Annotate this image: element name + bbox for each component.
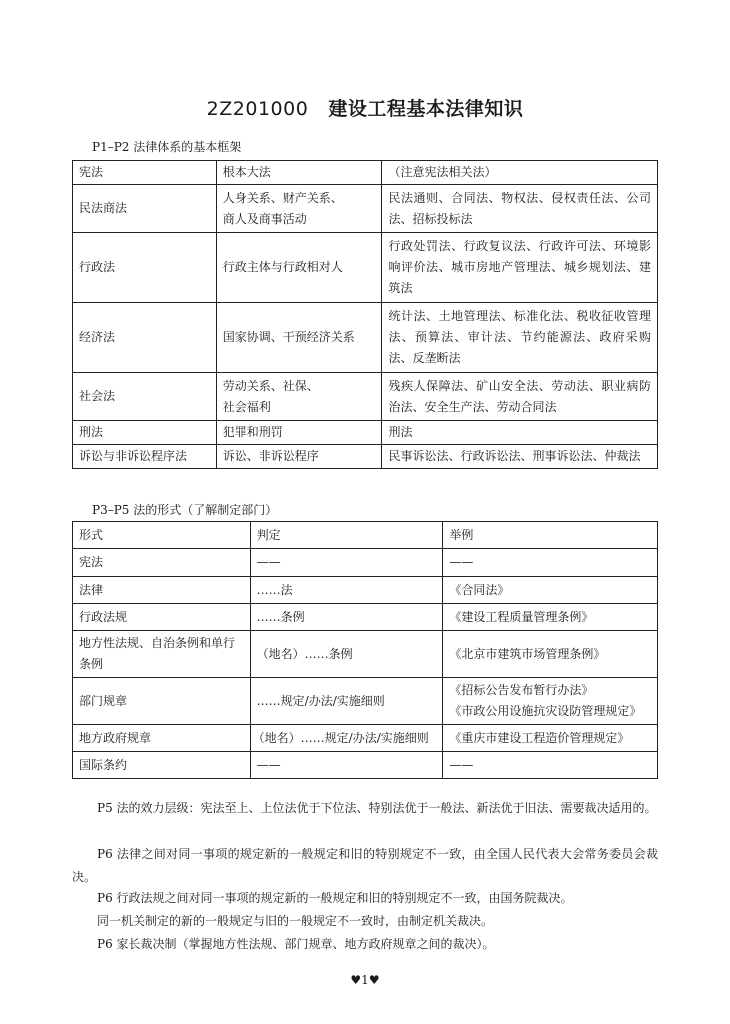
title-code: 2Z201000 <box>206 98 309 120</box>
table-row <box>73 161 658 185</box>
table-row <box>73 373 658 421</box>
table-row <box>73 752 658 779</box>
table-cell: 《重庆市建设工程造价管理规定》 <box>443 725 658 752</box>
table-cell: 《合同法》 <box>443 577 658 604</box>
table-cell: 判定 <box>250 522 443 549</box>
table-cell: 国际条约 <box>73 752 251 779</box>
table-cell: 行政处罚法、行政复议法、行政许可法、环境影响评价法、城市房地产管理法、城乡规划法、建筑法 <box>382 233 658 303</box>
table-cell: （地名）……规定/办法/实施细则 <box>250 725 443 752</box>
table-cell: ……规定/办法/实施细则 <box>250 678 443 725</box>
table-cell: 《招标公告发布暂行办法》 《市政公用设施抗灾设防管理规定》 <box>443 678 658 725</box>
paragraph-same-organ: 同一机关制定的新的一般规定与旧的一般规定不一致时，由制定机关裁决。 <box>97 914 494 928</box>
table-row <box>73 678 658 725</box>
table-cell: 地方性法规、自治条例和单行条例 <box>73 631 251 678</box>
table-cell: 行政主体与行政相对人 <box>216 233 382 303</box>
table-cell: 法律 <box>73 577 251 604</box>
table-cell: 劳动关系、社保、 社会福利 <box>216 373 382 421</box>
table-row <box>73 549 658 577</box>
paragraph-regulation-conflict: P6 行政法规之间对同一事项的规定新的一般规定和旧的特别规定不一致，由国务院裁决。 <box>97 891 573 905</box>
table-cell: 国家协调、干预经济关系 <box>216 303 382 373</box>
table-row <box>73 185 658 233</box>
table-cell: 《建设工程质量管理条例》 <box>443 604 658 631</box>
table-row <box>73 725 658 752</box>
table-cell: 刑法 <box>73 421 217 445</box>
table-cell: 犯罪和刑罚 <box>216 421 382 445</box>
section1-caption: P1–P2 法律体系的基本框架 <box>92 140 242 154</box>
law-forms-table <box>72 521 658 779</box>
page-number: ♥1♥ <box>350 973 380 987</box>
table-cell: 诉讼、非诉讼程序 <box>216 445 382 469</box>
table-cell: 宪法 <box>73 549 251 577</box>
table-row <box>73 577 658 604</box>
table-cell: 举例 <box>443 522 658 549</box>
table-row <box>73 303 658 373</box>
table-cell: —— <box>443 549 658 577</box>
paragraph-effect-hierarchy: P5 法的效力层级：宪法至上、上位法优于下位法、特别法优于一般法、新法优于旧法、需要裁决适用的。 <box>97 801 657 815</box>
table-cell: 经济法 <box>73 303 217 373</box>
table-row <box>73 604 658 631</box>
title-text: 建设工程基本法律知识 <box>328 98 524 120</box>
law-system-table <box>72 160 658 469</box>
table-row <box>73 522 658 549</box>
table-cell: 人身关系、财产关系、 商人及商事活动 <box>216 185 382 233</box>
table-cell: —— <box>443 752 658 779</box>
table-row <box>73 233 658 303</box>
table-cell: 诉讼与非诉讼程序法 <box>73 445 217 469</box>
table-cell: ……法 <box>250 577 443 604</box>
table-cell: （注意宪法相关法） <box>382 161 658 185</box>
page-title <box>0 94 730 121</box>
table-cell: 民法通则、合同法、物权法、侵权责任法、公司法、招标投标法 <box>382 185 658 233</box>
table-cell: 行政法 <box>73 233 217 303</box>
table-row <box>73 631 658 678</box>
section2-caption: P3–P5 法的形式（了解制定部门） <box>92 503 278 517</box>
table-cell: 行政法规 <box>73 604 251 631</box>
table-cell: 刑法 <box>382 421 658 445</box>
table-cell: 《北京市建筑市场管理条例》 <box>443 631 658 678</box>
table-cell: 民事诉讼法、行政诉讼法、刑事诉讼法、仲裁法 <box>382 445 658 469</box>
table-cell: 残疾人保障法、矿山安全法、劳动法、职业病防治法、安全生产法、劳动合同法 <box>382 373 658 421</box>
table-cell: 宪法 <box>73 161 217 185</box>
paragraph-parent-ruling: P6 家长裁决制（掌握地方性法规、部门规章、地方政府规章之间的裁决）。 <box>97 937 495 951</box>
table-cell: 社会法 <box>73 373 217 421</box>
table-cell: 民法商法 <box>73 185 217 233</box>
table-cell: （地名）……条例 <box>250 631 443 678</box>
table-cell: —— <box>250 549 443 577</box>
table-cell: 部门规章 <box>73 678 251 725</box>
table-cell: ……条例 <box>250 604 443 631</box>
table-cell: —— <box>250 752 443 779</box>
paragraph-law-conflict: P6 法律之间对同一事项的规定新的一般规定和旧的特别规定不一致，由全国人民代表大会常务委员会裁决。 <box>72 847 658 884</box>
table-cell: 统计法、土地管理法、标准化法、税收征收管理法、预算法、审计法、节约能源法、政府采购法、反垄断法 <box>382 303 658 373</box>
table-cell: 根本大法 <box>216 161 382 185</box>
table-cell: 地方政府规章 <box>73 725 251 752</box>
table-cell: 形式 <box>73 522 251 549</box>
table-row <box>73 421 658 445</box>
table-row <box>73 445 658 469</box>
